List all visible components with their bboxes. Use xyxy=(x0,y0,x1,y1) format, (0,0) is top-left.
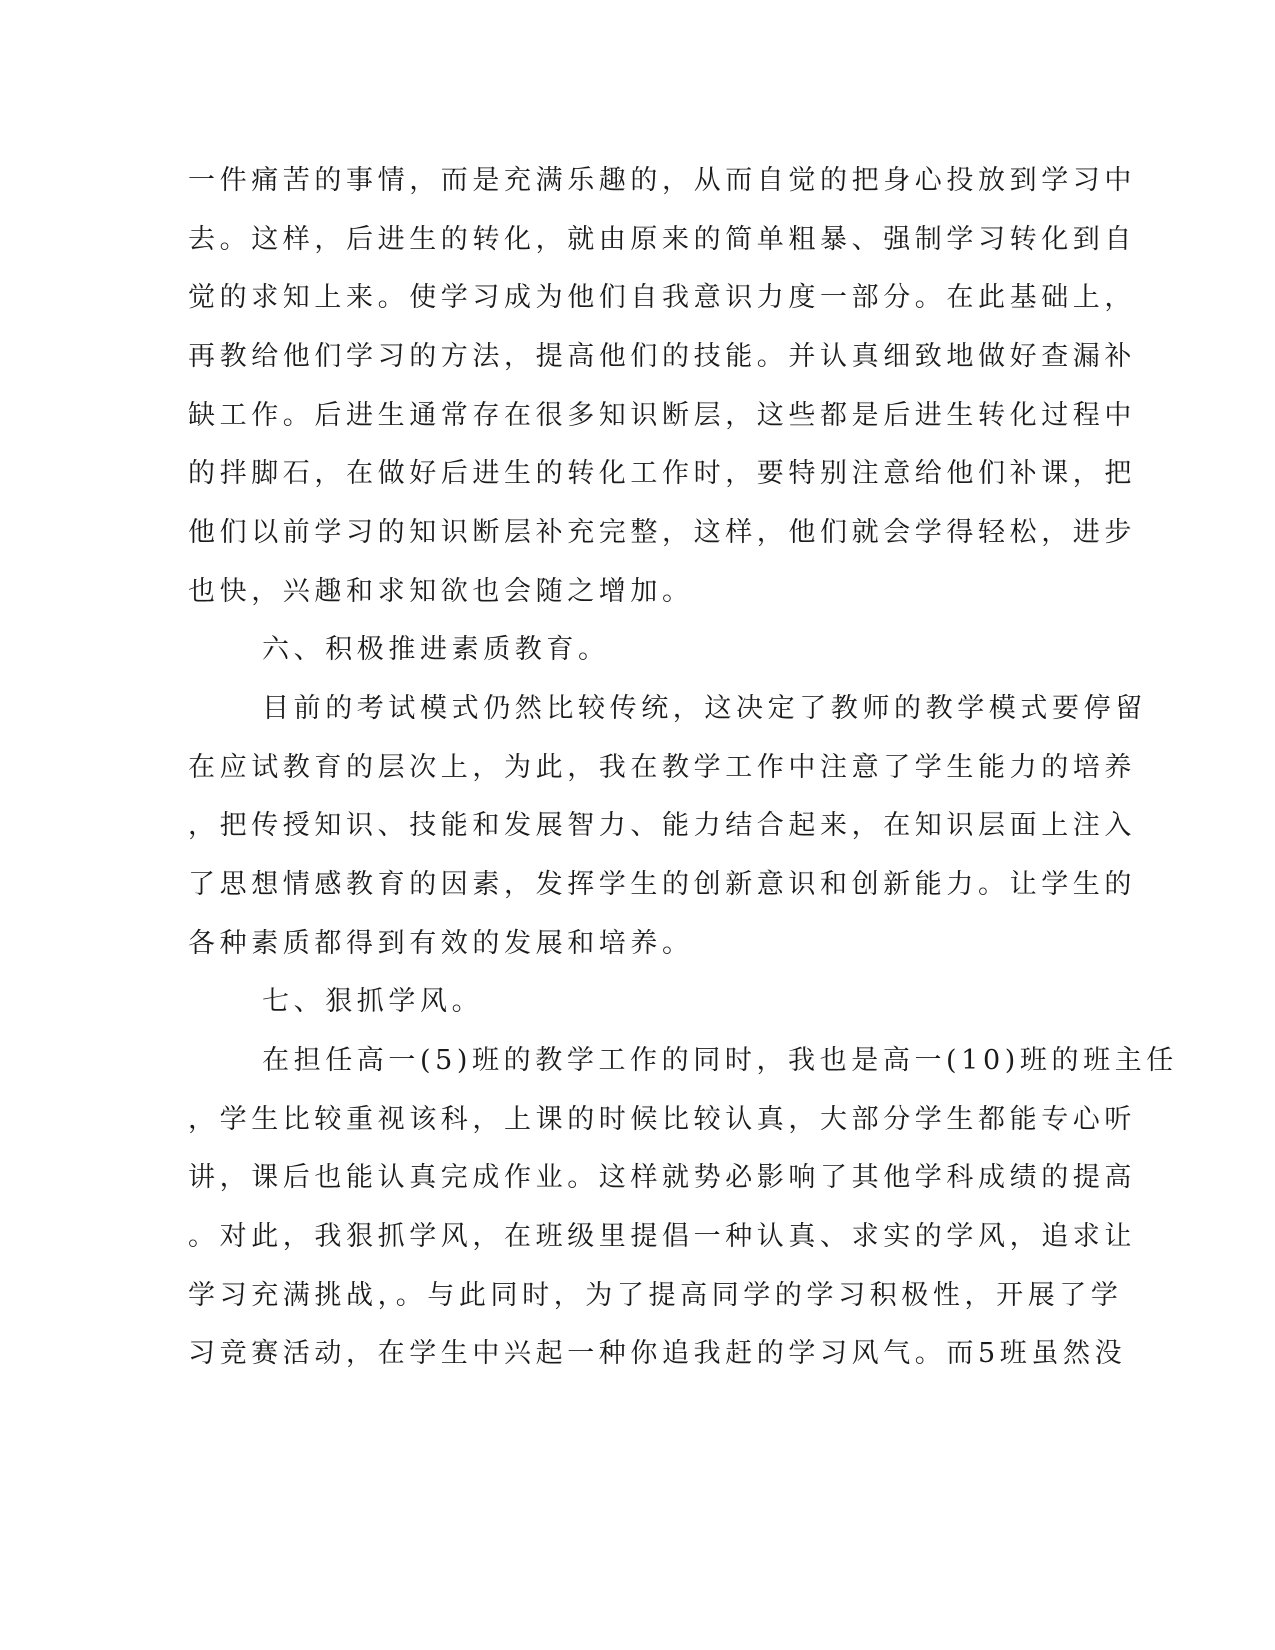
section-heading: 六、积极推进素质教育。 xyxy=(262,634,610,665)
text-line: 去。这样，后进生的转化，就由原来的简单粗暴、强制学习转化到自 xyxy=(188,224,1136,255)
text-line: ，把传授知识、技能和发展智力、能力结合起来，在知识层面上注入 xyxy=(188,810,1136,841)
section-heading: 七、狠抓学风。 xyxy=(262,986,484,1017)
text-line: 在应试教育的层次上，为此，我在教学工作中注意了学生能力的培养 xyxy=(188,752,1136,783)
text-line: 了思想情感教育的因素，发挥学生的创新意识和创新能力。让学生的 xyxy=(188,869,1136,900)
text-line: 觉的求知上来。使学习成为他们自我意识力度一部分。在此基础上， xyxy=(188,282,1136,313)
paragraph-first-line: 目前的考试模式仍然比较传统，这决定了教师的教学模式要停留 xyxy=(262,693,1147,724)
text-line: 他们以前学习的知识断层补充完整，这样，他们就会学得轻松，进步 xyxy=(188,517,1136,548)
text-line: 学习充满挑战，。与此同时，为了提高同学的学习积极性，开展了学 xyxy=(188,1280,1123,1311)
text-line: 缺工作。后进生通常存在很多知识断层，这些都是后进生转化过程中 xyxy=(188,400,1136,431)
text-line: 讲，课后也能认真完成作业。这样就势必影响了其他学科成绩的提高 xyxy=(188,1162,1136,1193)
text-line: 各种素质都得到有效的发展和培养。 xyxy=(188,928,694,959)
paragraph-first-line: 在担任高一(5)班的教学工作的同时，我也是高一(10)班的班主任 xyxy=(262,1045,1178,1076)
text-line: ，学生比较重视该科，上课的时候比较认真，大部分学生都能专心听 xyxy=(188,1104,1136,1135)
text-line: 习竞赛活动，在学生中兴起一种你追我赶的学习风气。而5班虽然没 xyxy=(188,1338,1127,1369)
text-line: 一件痛苦的事情，而是充满乐趣的，从而自觉的把身心投放到学习中 xyxy=(188,165,1136,196)
text-line: 再教给他们学习的方法，提高他们的技能。并认真细致地做好查漏补 xyxy=(188,341,1136,372)
text-line: 。对此，我狠抓学风，在班级里提倡一种认真、求实的学风，追求让 xyxy=(188,1221,1136,1252)
text-line: 的拌脚石，在做好后进生的转化工作时，要特别注意给他们补课，把 xyxy=(188,458,1136,489)
text-line: 也快，兴趣和求知欲也会随之增加。 xyxy=(188,576,694,607)
